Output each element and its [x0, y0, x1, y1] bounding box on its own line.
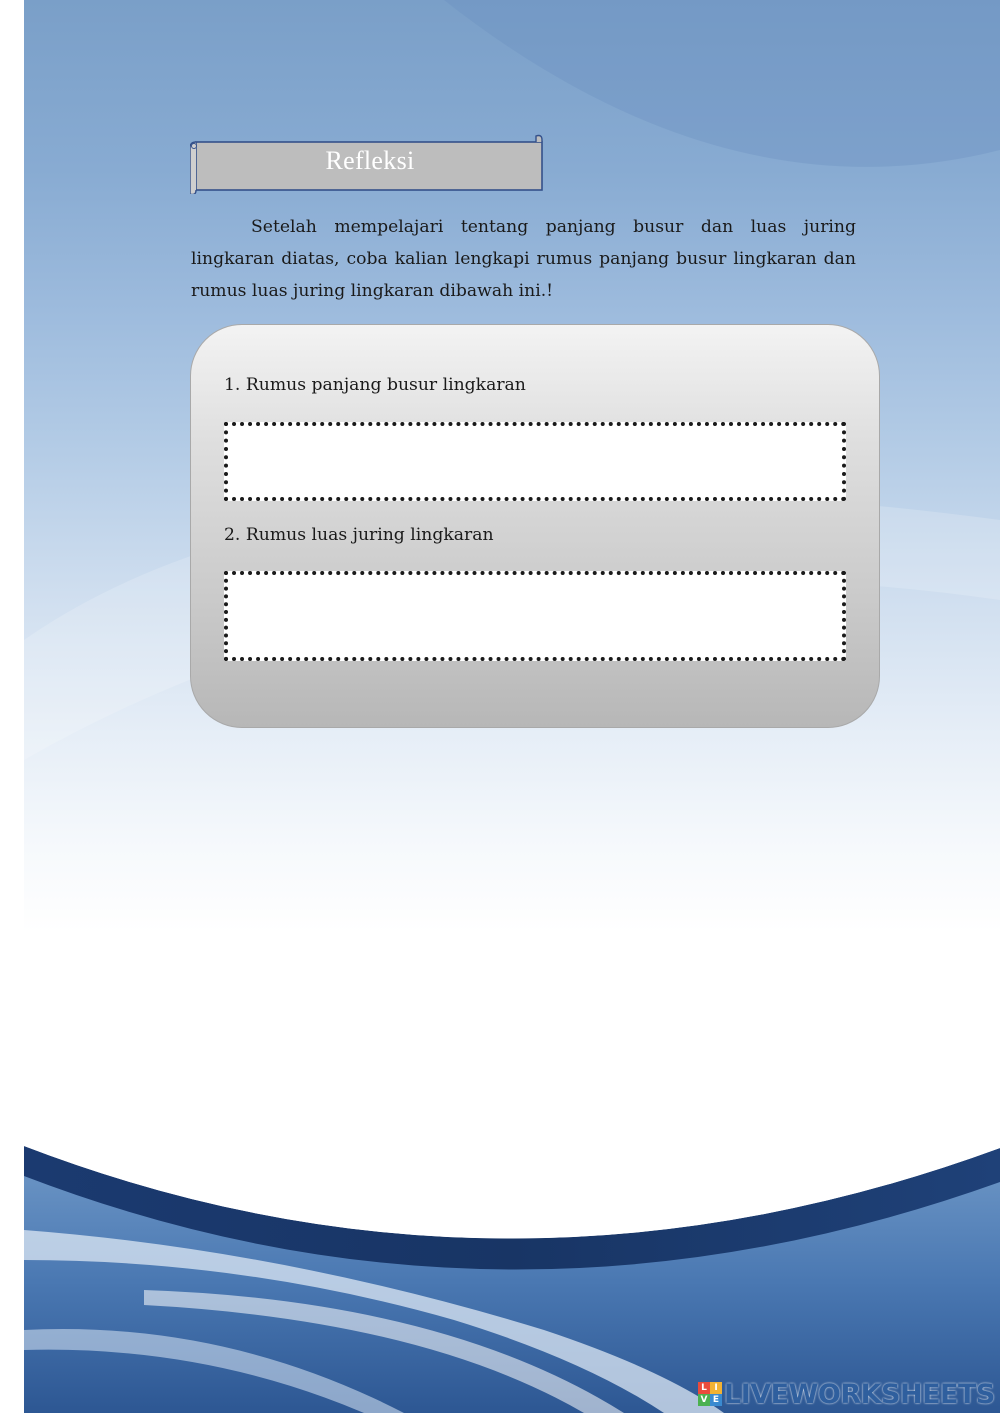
answer-box-2[interactable] — [224, 571, 846, 661]
answer-box-1[interactable] — [224, 422, 846, 501]
title-banner — [190, 134, 544, 194]
intro-paragraph: Setelah mempelajari tentang panjang busur dan luas juring lingkaran diatas, coba kalian lengkapi rumus panjang busur lingkaran dan rumus luas juring lingkaran dibawah ini.! — [191, 217, 856, 301]
question-1-label: 1. Rumus panjang busur lingkaran — [224, 375, 526, 395]
liveworksheets-mark-icon: L I V E — [698, 1382, 722, 1406]
question-2-label: 2. Rumus luas juring lingkaran — [224, 525, 494, 545]
page-title: Refleksi — [325, 146, 415, 175]
liveworksheets-wordmark: LIVEWORKSHEETS — [724, 1378, 995, 1410]
reflection-panel — [190, 324, 880, 728]
liveworksheets-logo — [698, 1378, 995, 1410]
